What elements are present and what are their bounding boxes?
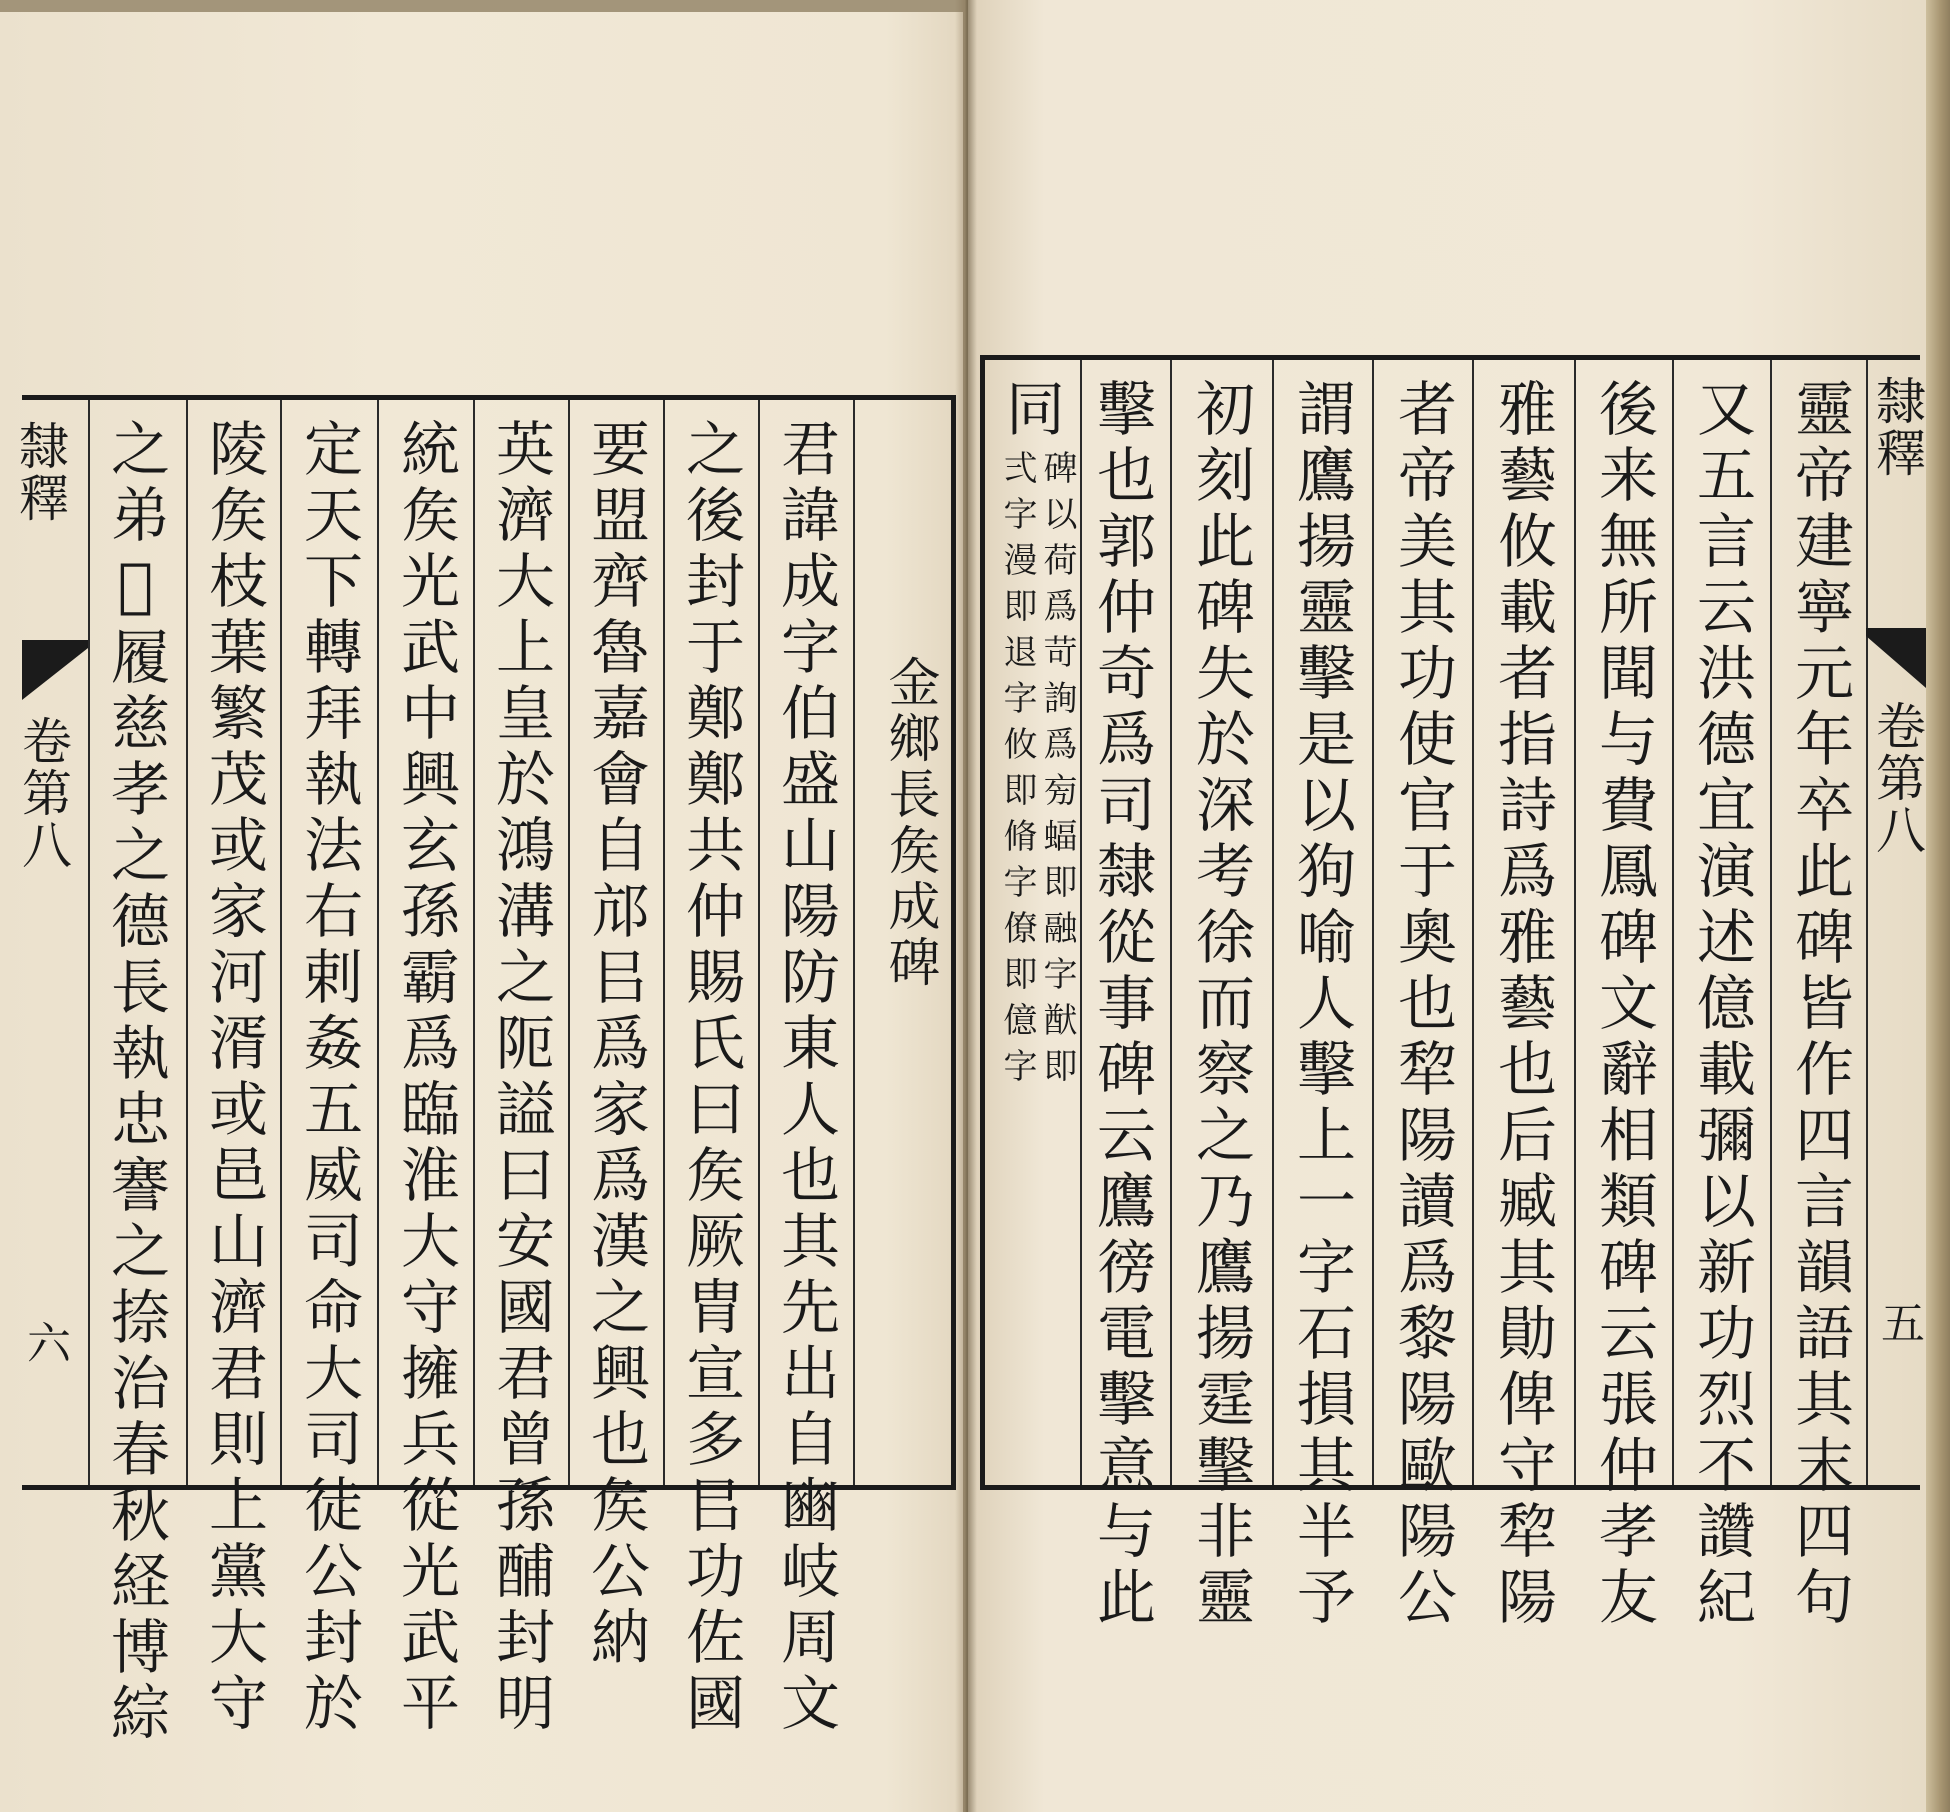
text-column-8: 擊也郭仲奇爲司隸從事碑云鷹徬電擊意与此 bbox=[1087, 378, 1156, 1632]
text-column-2: 又五言云洪德宜演述億載彌以新功烈不讚紀 bbox=[1687, 378, 1756, 1632]
column-divider bbox=[1672, 360, 1674, 1485]
column-divider bbox=[186, 400, 188, 1485]
column-divider bbox=[1472, 360, 1474, 1485]
text-column-6: 謂鷹揚靈擊是以狗喻人擊上一字石損其半予 bbox=[1287, 378, 1356, 1632]
column-divider bbox=[568, 400, 570, 1485]
column-divider bbox=[1170, 360, 1172, 1485]
text-column-1: 靈帝建寧元年卒此碑皆作四言韻語其末四句 bbox=[1785, 378, 1854, 1632]
text-column-1: 君諱成字伯盛山陽防東人也其先出自豳岐周文 bbox=[771, 418, 840, 1738]
margin-title: 隸釋 bbox=[11, 420, 69, 524]
fishtail-mark bbox=[22, 640, 88, 710]
text-column-7: 初刻此碑失於深考徐而察之乃鷹揚霆擊非靈 bbox=[1186, 378, 1255, 1632]
commentary-line-2: 弍字漫即退字攸即脩字僚即億字 bbox=[997, 450, 1037, 1094]
column-divider bbox=[853, 400, 855, 1485]
page-edge-strip bbox=[1926, 0, 1950, 1812]
text-column-5: 者帝美其功使官于奧也犂陽讀爲黎陽歐陽公 bbox=[1388, 378, 1457, 1632]
text-column-7: 陵矦枝葉繁茂或家河湑或邑山濟君則上黨大守 bbox=[199, 418, 268, 1738]
left-top-border bbox=[22, 395, 953, 400]
column-divider bbox=[377, 400, 379, 1485]
text-column-8: 之弟𠆧履慈孝之德長執忠謇之捺治春秋経博綜 bbox=[101, 418, 170, 1748]
right-top-border bbox=[980, 355, 1920, 360]
column-divider bbox=[1866, 360, 1868, 1485]
column-divider bbox=[663, 400, 665, 1485]
text-column-5: 統矦光武中興玄孫霸爲臨淮大守擁兵從光武平 bbox=[391, 418, 460, 1738]
margin-folio: 五 bbox=[1873, 1300, 1924, 1344]
text-column-6: 定天下轉拜執法右剌姦五威司命大司徒公封於 bbox=[294, 418, 363, 1738]
text-column-9-start: 同 bbox=[996, 378, 1065, 444]
column-divider bbox=[1574, 360, 1576, 1485]
margin-title: 隸釋 bbox=[1868, 375, 1926, 479]
text-column-4: 英濟大上皇於鴻溝之阨謚曰安國君曾孫酺封明 bbox=[486, 418, 555, 1738]
column-divider bbox=[88, 400, 90, 1485]
text-column-2: 之後封于鄭鄭共仲賜氏曰矦厥胄宣多㠯功佐國 bbox=[676, 418, 745, 1738]
column-divider bbox=[473, 400, 475, 1485]
column-divider bbox=[1272, 360, 1274, 1485]
fishtail-mark bbox=[1866, 628, 1926, 698]
book-gutter bbox=[955, 0, 977, 1812]
margin-folio: 六 bbox=[19, 1320, 70, 1364]
column-divider bbox=[1372, 360, 1374, 1485]
commentary-line-1: 碑以荷爲苛詢爲㫄蝠即融字猷即 bbox=[1037, 450, 1077, 1094]
right-left-border bbox=[980, 355, 985, 1490]
column-divider bbox=[758, 400, 760, 1485]
left-right-border bbox=[951, 395, 956, 1490]
text-column-3: 要盟齊魯嘉會自邟㠯爲家爲漢之興也矦公納 bbox=[581, 418, 650, 1672]
text-column-3: 後来無所聞与費鳳碑文辭相類碑云張仲孝友 bbox=[1589, 378, 1658, 1632]
column-divider bbox=[1770, 360, 1772, 1485]
margin-volume: 卷第八 bbox=[14, 715, 72, 871]
text-column-4: 雅藝攸載者指詩爲雅藝也后臧其勛俾守犂陽 bbox=[1488, 378, 1557, 1632]
column-divider bbox=[280, 400, 282, 1485]
column-divider bbox=[1080, 360, 1082, 1485]
margin-volume: 卷第八 bbox=[1868, 700, 1926, 856]
stele-heading: 金鄉長矦成碑 bbox=[879, 655, 939, 991]
